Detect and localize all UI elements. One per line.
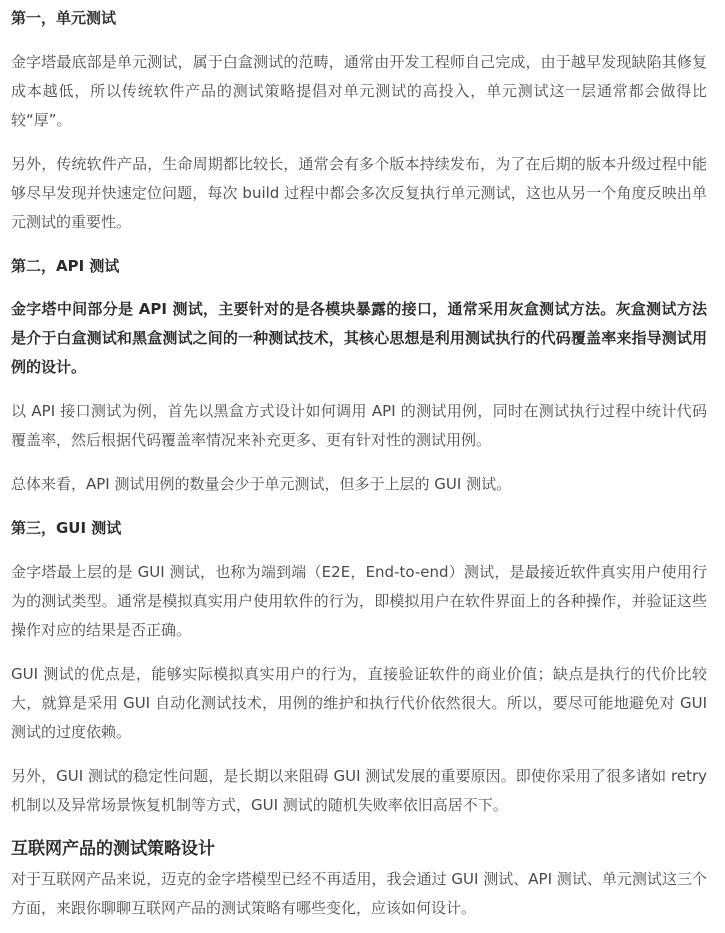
paragraph-unit-test-intro: 金字塔最底部是单元测试，属于白盒测试的范畴，通常由开发工程师自己完成，由于越早发现缺陷其修复成本越低，所以传统软件产品的测试策略提倡对单元测试的高投入，单元测试这一层通常都会做得比较“厚”。 [11, 53, 707, 129]
paragraph-internet-strategy-intro: 对于互联网产品来说，迈克的金字塔模型已经不再适用，我会通过 GUI 测试、API 测试、单元测试这三个方面，来跟你聊聊互联网产品的测试策略有哪些变化，应该如何设计。 [11, 870, 707, 917]
paragraph-gui-test-pros-cons: GUI 测试的优点是，能够实际模拟真实用户的行为，直接验证软件的商业价值；缺点是执行的代价比较大，就算是采用 GUI 自动化测试技术，用例的维护和执行代价依然很大。所以，要尽可能地避免对 GUI 测试的过度依赖。 [11, 665, 707, 741]
section-heading-gui-test: 第三，GUI 测试 [11, 519, 122, 537]
paragraph-gui-test-stability: 另外，GUI 测试的稳定性问题，是长期以来阻碍 GUI 测试发展的重要原因。即使你采用了很多诸如 retry 机制以及异常场景恢复机制等方式，GUI 测试的随机失败率依旧高居不下。 [11, 767, 707, 814]
article-body [0, 3, 725, 923]
paragraph-api-test-example: 以 API 接口测试为例，首先以黑盒方式设计如何调用 API 的测试用例，同时在测试执行过程中统计代码覆盖率，然后根据代码覆盖率情况来补充更多、更有针对性的测试用例。 [11, 402, 707, 449]
paragraph-unit-test-importance: 另外，传统软件产品，生命周期都比较长，通常会有多个版本持续发布，为了在后期的版本升级过程中能够尽早发现并快速定位问题，每次 build 过程中都会多次反复执行单元测试，这也从另一个角度反映出单元测试的重要性。 [11, 155, 707, 231]
paragraph-api-test-summary: 总体来看，API 测试用例的数量会少于单元测试，但多于上层的 GUI 测试。 [11, 475, 512, 493]
section-heading-internet-strategy: 互联网产品的测试策略设计 [11, 839, 215, 859]
paragraph-gui-test-intro: 金字塔最上层的是 GUI 测试，也称为端到端（E2E，End-to-end）测试，是最接近软件真实用户使用行为的测试类型。通常是模拟真实用户使用软件的行为，即模拟用户在软件界面上的各种操作，并验证这些操作对应的结果是否正确。 [11, 563, 707, 639]
paragraph-api-test-bold: 金字塔中间部分是 API 测试，主要针对的是各模块暴露的接口，通常采用灰盒测试方法。灰盒测试方法是介于白盒测试和黑盒测试之间的一种测试技术，其核心思想是利用测试执行的代码覆盖率来指导测试用例的设计。 [11, 300, 707, 376]
section-heading-unit-test: 第一，单元测试 [11, 9, 117, 27]
section-heading-api-test: 第二，API 测试 [11, 257, 120, 275]
